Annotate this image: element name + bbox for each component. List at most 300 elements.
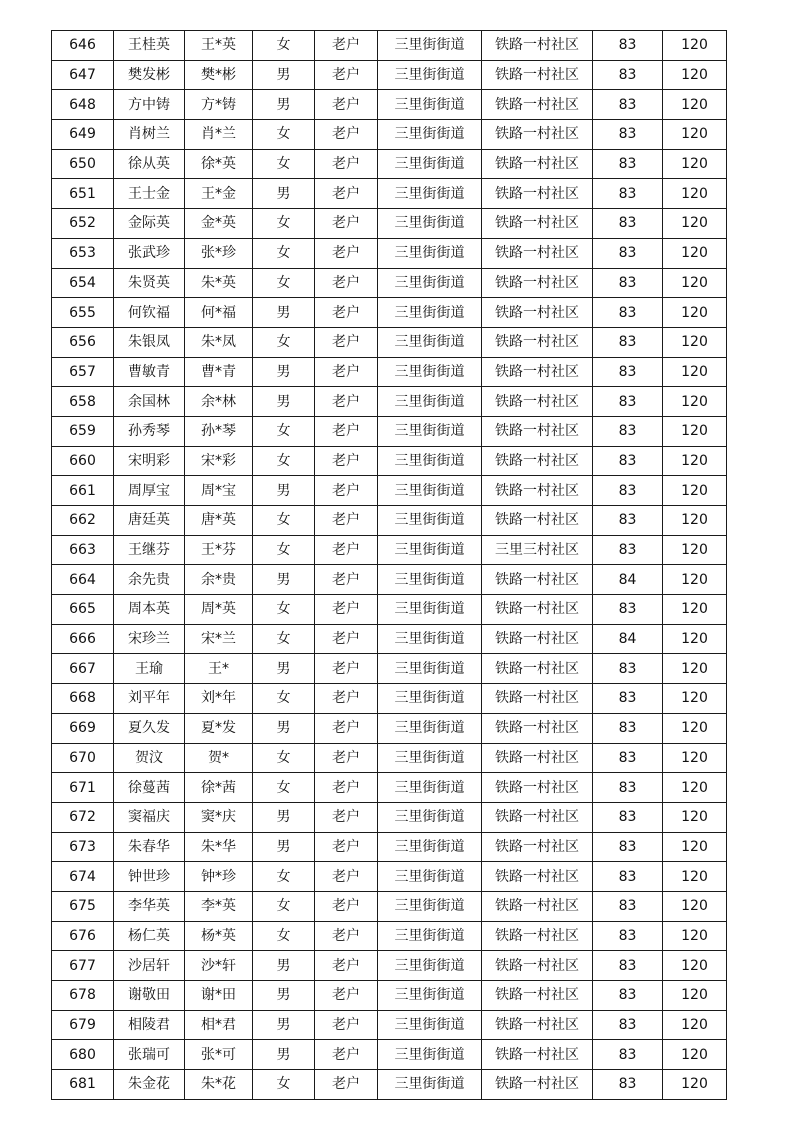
cell-household-type: 老户 bbox=[315, 684, 378, 714]
cell-community: 铁路一村社区 bbox=[482, 802, 593, 832]
cell-age: 83 bbox=[593, 149, 663, 179]
cell-subdistrict: 三里街街道 bbox=[378, 327, 482, 357]
cell-name: 王瑜 bbox=[114, 654, 185, 684]
cell-gender: 男 bbox=[253, 951, 315, 981]
cell-name: 钟世珍 bbox=[114, 862, 185, 892]
table-row bbox=[52, 535, 727, 565]
cell-community: 铁路一村社区 bbox=[482, 238, 593, 268]
cell-amount: 120 bbox=[663, 179, 727, 209]
cell-gender: 女 bbox=[253, 743, 315, 773]
cell-index: 661 bbox=[52, 476, 114, 506]
cell-household-type: 老户 bbox=[315, 832, 378, 862]
cell-name: 张武珍 bbox=[114, 238, 185, 268]
cell-subdistrict: 三里街街道 bbox=[378, 446, 482, 476]
cell-community: 铁路一村社区 bbox=[482, 120, 593, 150]
cell-gender: 男 bbox=[253, 1010, 315, 1040]
cell-gender: 男 bbox=[253, 476, 315, 506]
cell-masked-name: 何*福 bbox=[185, 298, 253, 328]
cell-age: 83 bbox=[593, 535, 663, 565]
cell-age: 83 bbox=[593, 981, 663, 1011]
cell-name: 宋珍兰 bbox=[114, 624, 185, 654]
table-row bbox=[52, 802, 727, 832]
cell-community: 三里三村社区 bbox=[482, 535, 593, 565]
cell-gender: 女 bbox=[253, 684, 315, 714]
cell-community: 铁路一村社区 bbox=[482, 506, 593, 536]
cell-masked-name: 唐*英 bbox=[185, 506, 253, 536]
cell-household-type: 老户 bbox=[315, 862, 378, 892]
cell-age: 83 bbox=[593, 684, 663, 714]
cell-community: 铁路一村社区 bbox=[482, 149, 593, 179]
cell-masked-name: 徐*茜 bbox=[185, 773, 253, 803]
cell-household-type: 老户 bbox=[315, 1040, 378, 1070]
cell-community: 铁路一村社区 bbox=[482, 1010, 593, 1040]
table-row bbox=[52, 684, 727, 714]
cell-name: 樊发彬 bbox=[114, 60, 185, 90]
cell-gender: 男 bbox=[253, 713, 315, 743]
table-row bbox=[52, 713, 727, 743]
cell-subdistrict: 三里街街道 bbox=[378, 90, 482, 120]
cell-household-type: 老户 bbox=[315, 981, 378, 1011]
cell-household-type: 老户 bbox=[315, 743, 378, 773]
cell-masked-name: 周*英 bbox=[185, 595, 253, 625]
cell-age: 83 bbox=[593, 90, 663, 120]
table-row bbox=[52, 951, 727, 981]
cell-masked-name: 杨*英 bbox=[185, 921, 253, 951]
cell-name: 徐蔓茜 bbox=[114, 773, 185, 803]
cell-household-type: 老户 bbox=[315, 357, 378, 387]
cell-masked-name: 张*可 bbox=[185, 1040, 253, 1070]
cell-amount: 120 bbox=[663, 476, 727, 506]
cell-household-type: 老户 bbox=[315, 951, 378, 981]
cell-household-type: 老户 bbox=[315, 298, 378, 328]
cell-index: 680 bbox=[52, 1040, 114, 1070]
cell-community: 铁路一村社区 bbox=[482, 862, 593, 892]
table-row bbox=[52, 268, 727, 298]
cell-name: 张瑞可 bbox=[114, 1040, 185, 1070]
cell-amount: 120 bbox=[663, 921, 727, 951]
cell-household-type: 老户 bbox=[315, 535, 378, 565]
cell-amount: 120 bbox=[663, 891, 727, 921]
cell-community: 铁路一村社区 bbox=[482, 60, 593, 90]
cell-gender: 男 bbox=[253, 90, 315, 120]
cell-amount: 120 bbox=[663, 60, 727, 90]
cell-index: 653 bbox=[52, 238, 114, 268]
cell-gender: 女 bbox=[253, 31, 315, 61]
cell-subdistrict: 三里街街道 bbox=[378, 743, 482, 773]
cell-community: 铁路一村社区 bbox=[482, 951, 593, 981]
cell-age: 83 bbox=[593, 31, 663, 61]
cell-amount: 120 bbox=[663, 654, 727, 684]
cell-index: 677 bbox=[52, 951, 114, 981]
cell-age: 84 bbox=[593, 624, 663, 654]
cell-name: 方中铸 bbox=[114, 90, 185, 120]
cell-name: 朱春华 bbox=[114, 832, 185, 862]
table-row bbox=[52, 654, 727, 684]
cell-community: 铁路一村社区 bbox=[482, 90, 593, 120]
cell-amount: 120 bbox=[663, 149, 727, 179]
cell-household-type: 老户 bbox=[315, 1010, 378, 1040]
cell-household-type: 老户 bbox=[315, 506, 378, 536]
cell-household-type: 老户 bbox=[315, 446, 378, 476]
cell-amount: 120 bbox=[663, 416, 727, 446]
cell-index: 671 bbox=[52, 773, 114, 803]
cell-name: 余国林 bbox=[114, 387, 185, 417]
cell-index: 678 bbox=[52, 981, 114, 1011]
cell-index: 672 bbox=[52, 802, 114, 832]
cell-gender: 男 bbox=[253, 1040, 315, 1070]
cell-subdistrict: 三里街街道 bbox=[378, 476, 482, 506]
cell-masked-name: 余*林 bbox=[185, 387, 253, 417]
cell-masked-name: 宋*兰 bbox=[185, 624, 253, 654]
cell-amount: 120 bbox=[663, 446, 727, 476]
cell-household-type: 老户 bbox=[315, 595, 378, 625]
table-row bbox=[52, 862, 727, 892]
cell-name: 宋明彩 bbox=[114, 446, 185, 476]
cell-masked-name: 钟*珍 bbox=[185, 862, 253, 892]
cell-age: 83 bbox=[593, 238, 663, 268]
cell-age: 83 bbox=[593, 862, 663, 892]
cell-subdistrict: 三里街街道 bbox=[378, 862, 482, 892]
cell-age: 83 bbox=[593, 743, 663, 773]
cell-index: 663 bbox=[52, 535, 114, 565]
cell-age: 83 bbox=[593, 179, 663, 209]
table-row bbox=[52, 327, 727, 357]
cell-amount: 120 bbox=[663, 327, 727, 357]
cell-index: 655 bbox=[52, 298, 114, 328]
table-row bbox=[52, 891, 727, 921]
cell-age: 83 bbox=[593, 713, 663, 743]
cell-subdistrict: 三里街街道 bbox=[378, 951, 482, 981]
cell-gender: 男 bbox=[253, 802, 315, 832]
cell-amount: 120 bbox=[663, 951, 727, 981]
cell-index: 651 bbox=[52, 179, 114, 209]
cell-subdistrict: 三里街街道 bbox=[378, 31, 482, 61]
cell-index: 652 bbox=[52, 209, 114, 239]
cell-amount: 120 bbox=[663, 624, 727, 654]
cell-household-type: 老户 bbox=[315, 1070, 378, 1100]
cell-masked-name: 窦*庆 bbox=[185, 802, 253, 832]
cell-masked-name: 刘*年 bbox=[185, 684, 253, 714]
cell-index: 666 bbox=[52, 624, 114, 654]
cell-name: 谢敬田 bbox=[114, 981, 185, 1011]
cell-gender: 女 bbox=[253, 891, 315, 921]
cell-community: 铁路一村社区 bbox=[482, 595, 593, 625]
cell-community: 铁路一村社区 bbox=[482, 31, 593, 61]
cell-gender: 女 bbox=[253, 1070, 315, 1100]
cell-age: 83 bbox=[593, 476, 663, 506]
cell-household-type: 老户 bbox=[315, 387, 378, 417]
table-row bbox=[52, 595, 727, 625]
cell-age: 83 bbox=[593, 921, 663, 951]
table-row bbox=[52, 506, 727, 536]
cell-gender: 男 bbox=[253, 565, 315, 595]
cell-amount: 120 bbox=[663, 506, 727, 536]
cell-community: 铁路一村社区 bbox=[482, 565, 593, 595]
cell-community: 铁路一村社区 bbox=[482, 327, 593, 357]
cell-community: 铁路一村社区 bbox=[482, 416, 593, 446]
cell-household-type: 老户 bbox=[315, 60, 378, 90]
cell-community: 铁路一村社区 bbox=[482, 624, 593, 654]
cell-masked-name: 樊*彬 bbox=[185, 60, 253, 90]
cell-community: 铁路一村社区 bbox=[482, 713, 593, 743]
cell-subdistrict: 三里街街道 bbox=[378, 209, 482, 239]
cell-name: 肖树兰 bbox=[114, 120, 185, 150]
cell-name: 何钦福 bbox=[114, 298, 185, 328]
table-row bbox=[52, 90, 727, 120]
cell-name: 孙秀琴 bbox=[114, 416, 185, 446]
cell-subdistrict: 三里街街道 bbox=[378, 1070, 482, 1100]
cell-community: 铁路一村社区 bbox=[482, 357, 593, 387]
cell-household-type: 老户 bbox=[315, 327, 378, 357]
cell-amount: 120 bbox=[663, 1040, 727, 1070]
table-row bbox=[52, 60, 727, 90]
table-row bbox=[52, 981, 727, 1011]
cell-name: 朱贤英 bbox=[114, 268, 185, 298]
table-row bbox=[52, 1070, 727, 1100]
cell-masked-name: 王*英 bbox=[185, 31, 253, 61]
roster-body bbox=[52, 31, 727, 1100]
table-row bbox=[52, 179, 727, 209]
cell-community: 铁路一村社区 bbox=[482, 446, 593, 476]
cell-subdistrict: 三里街街道 bbox=[378, 684, 482, 714]
table-row bbox=[52, 446, 727, 476]
cell-community: 铁路一村社区 bbox=[482, 476, 593, 506]
cell-subdistrict: 三里街街道 bbox=[378, 595, 482, 625]
cell-household-type: 老户 bbox=[315, 476, 378, 506]
cell-name: 杨仁英 bbox=[114, 921, 185, 951]
cell-gender: 女 bbox=[253, 446, 315, 476]
cell-gender: 男 bbox=[253, 981, 315, 1011]
table-row bbox=[52, 743, 727, 773]
cell-household-type: 老户 bbox=[315, 149, 378, 179]
table-row bbox=[52, 357, 727, 387]
cell-amount: 120 bbox=[663, 535, 727, 565]
cell-age: 83 bbox=[593, 387, 663, 417]
cell-subdistrict: 三里街街道 bbox=[378, 624, 482, 654]
cell-subdistrict: 三里街街道 bbox=[378, 179, 482, 209]
cell-gender: 女 bbox=[253, 327, 315, 357]
cell-masked-name: 肖*兰 bbox=[185, 120, 253, 150]
cell-masked-name: 谢*田 bbox=[185, 981, 253, 1011]
table-row bbox=[52, 1040, 727, 1070]
cell-index: 660 bbox=[52, 446, 114, 476]
cell-name: 王桂英 bbox=[114, 31, 185, 61]
cell-community: 铁路一村社区 bbox=[482, 268, 593, 298]
cell-subdistrict: 三里街街道 bbox=[378, 1040, 482, 1070]
cell-community: 铁路一村社区 bbox=[482, 387, 593, 417]
table-row bbox=[52, 1010, 727, 1040]
cell-subdistrict: 三里街街道 bbox=[378, 802, 482, 832]
table-row bbox=[52, 773, 727, 803]
table-row bbox=[52, 624, 727, 654]
cell-index: 674 bbox=[52, 862, 114, 892]
cell-index: 662 bbox=[52, 506, 114, 536]
cell-subdistrict: 三里街街道 bbox=[378, 387, 482, 417]
cell-age: 83 bbox=[593, 268, 663, 298]
cell-gender: 女 bbox=[253, 238, 315, 268]
cell-gender: 女 bbox=[253, 595, 315, 625]
cell-household-type: 老户 bbox=[315, 773, 378, 803]
cell-gender: 女 bbox=[253, 773, 315, 803]
table-row bbox=[52, 209, 727, 239]
cell-masked-name: 余*贵 bbox=[185, 565, 253, 595]
cell-amount: 120 bbox=[663, 209, 727, 239]
cell-masked-name: 王*芬 bbox=[185, 535, 253, 565]
cell-gender: 女 bbox=[253, 535, 315, 565]
cell-name: 徐从英 bbox=[114, 149, 185, 179]
cell-masked-name: 李*英 bbox=[185, 891, 253, 921]
cell-age: 83 bbox=[593, 506, 663, 536]
cell-age: 83 bbox=[593, 416, 663, 446]
cell-subdistrict: 三里街街道 bbox=[378, 891, 482, 921]
cell-gender: 男 bbox=[253, 179, 315, 209]
cell-name: 夏久发 bbox=[114, 713, 185, 743]
table-row bbox=[52, 416, 727, 446]
cell-amount: 120 bbox=[663, 981, 727, 1011]
cell-amount: 120 bbox=[663, 357, 727, 387]
cell-age: 83 bbox=[593, 1040, 663, 1070]
cell-household-type: 老户 bbox=[315, 238, 378, 268]
cell-subdistrict: 三里街街道 bbox=[378, 773, 482, 803]
cell-name: 李华英 bbox=[114, 891, 185, 921]
cell-index: 656 bbox=[52, 327, 114, 357]
cell-subdistrict: 三里街街道 bbox=[378, 268, 482, 298]
cell-gender: 男 bbox=[253, 387, 315, 417]
cell-index: 664 bbox=[52, 565, 114, 595]
cell-gender: 男 bbox=[253, 654, 315, 684]
table-row bbox=[52, 565, 727, 595]
cell-name: 相陵君 bbox=[114, 1010, 185, 1040]
cell-masked-name: 沙*轩 bbox=[185, 951, 253, 981]
cell-index: 648 bbox=[52, 90, 114, 120]
cell-community: 铁路一村社区 bbox=[482, 1070, 593, 1100]
cell-name: 周厚宝 bbox=[114, 476, 185, 506]
cell-subdistrict: 三里街街道 bbox=[378, 416, 482, 446]
cell-subdistrict: 三里街街道 bbox=[378, 506, 482, 536]
cell-name: 沙居轩 bbox=[114, 951, 185, 981]
cell-index: 659 bbox=[52, 416, 114, 446]
cell-subdistrict: 三里街街道 bbox=[378, 713, 482, 743]
cell-amount: 120 bbox=[663, 387, 727, 417]
cell-household-type: 老户 bbox=[315, 120, 378, 150]
cell-name: 王士金 bbox=[114, 179, 185, 209]
cell-name: 朱金花 bbox=[114, 1070, 185, 1100]
cell-gender: 女 bbox=[253, 921, 315, 951]
cell-household-type: 老户 bbox=[315, 31, 378, 61]
table-row bbox=[52, 832, 727, 862]
cell-household-type: 老户 bbox=[315, 90, 378, 120]
cell-masked-name: 朱*花 bbox=[185, 1070, 253, 1100]
cell-age: 83 bbox=[593, 298, 663, 328]
cell-subdistrict: 三里街街道 bbox=[378, 1010, 482, 1040]
cell-community: 铁路一村社区 bbox=[482, 179, 593, 209]
cell-index: 657 bbox=[52, 357, 114, 387]
table-row bbox=[52, 120, 727, 150]
cell-masked-name: 方*铸 bbox=[185, 90, 253, 120]
cell-masked-name: 徐*英 bbox=[185, 149, 253, 179]
cell-age: 84 bbox=[593, 565, 663, 595]
cell-subdistrict: 三里街街道 bbox=[378, 149, 482, 179]
cell-index: 676 bbox=[52, 921, 114, 951]
cell-gender: 男 bbox=[253, 357, 315, 387]
cell-name: 王继芬 bbox=[114, 535, 185, 565]
cell-masked-name: 孙*琴 bbox=[185, 416, 253, 446]
cell-community: 铁路一村社区 bbox=[482, 981, 593, 1011]
cell-age: 83 bbox=[593, 891, 663, 921]
cell-masked-name: 贺* bbox=[185, 743, 253, 773]
cell-masked-name: 朱*凤 bbox=[185, 327, 253, 357]
cell-household-type: 老户 bbox=[315, 802, 378, 832]
cell-age: 83 bbox=[593, 209, 663, 239]
cell-age: 83 bbox=[593, 60, 663, 90]
cell-name: 余先贵 bbox=[114, 565, 185, 595]
cell-amount: 120 bbox=[663, 743, 727, 773]
cell-gender: 女 bbox=[253, 209, 315, 239]
cell-amount: 120 bbox=[663, 713, 727, 743]
cell-subdistrict: 三里街街道 bbox=[378, 981, 482, 1011]
cell-index: 670 bbox=[52, 743, 114, 773]
cell-subdistrict: 三里街街道 bbox=[378, 357, 482, 387]
cell-name: 曹敏青 bbox=[114, 357, 185, 387]
cell-index: 646 bbox=[52, 31, 114, 61]
cell-gender: 男 bbox=[253, 60, 315, 90]
cell-amount: 120 bbox=[663, 832, 727, 862]
cell-index: 654 bbox=[52, 268, 114, 298]
cell-gender: 女 bbox=[253, 416, 315, 446]
cell-masked-name: 张*珍 bbox=[185, 238, 253, 268]
cell-name: 朱银凤 bbox=[114, 327, 185, 357]
cell-masked-name: 周*宝 bbox=[185, 476, 253, 506]
cell-subdistrict: 三里街街道 bbox=[378, 654, 482, 684]
cell-household-type: 老户 bbox=[315, 268, 378, 298]
cell-community: 铁路一村社区 bbox=[482, 743, 593, 773]
table-row bbox=[52, 238, 727, 268]
cell-index: 665 bbox=[52, 595, 114, 625]
cell-age: 83 bbox=[593, 1070, 663, 1100]
table-row bbox=[52, 921, 727, 951]
cell-index: 658 bbox=[52, 387, 114, 417]
cell-amount: 120 bbox=[663, 238, 727, 268]
cell-name: 周本英 bbox=[114, 595, 185, 625]
cell-age: 83 bbox=[593, 357, 663, 387]
cell-masked-name: 夏*发 bbox=[185, 713, 253, 743]
cell-index: 675 bbox=[52, 891, 114, 921]
cell-community: 铁路一村社区 bbox=[482, 298, 593, 328]
cell-amount: 120 bbox=[663, 120, 727, 150]
cell-masked-name: 金*英 bbox=[185, 209, 253, 239]
cell-age: 83 bbox=[593, 446, 663, 476]
cell-age: 83 bbox=[593, 802, 663, 832]
cell-name: 贺汶 bbox=[114, 743, 185, 773]
cell-masked-name: 相*君 bbox=[185, 1010, 253, 1040]
cell-masked-name: 王* bbox=[185, 654, 253, 684]
cell-amount: 120 bbox=[663, 565, 727, 595]
cell-subdistrict: 三里街街道 bbox=[378, 238, 482, 268]
cell-age: 83 bbox=[593, 654, 663, 684]
cell-household-type: 老户 bbox=[315, 565, 378, 595]
cell-subdistrict: 三里街街道 bbox=[378, 60, 482, 90]
cell-community: 铁路一村社区 bbox=[482, 684, 593, 714]
cell-age: 83 bbox=[593, 773, 663, 803]
cell-name: 金际英 bbox=[114, 209, 185, 239]
cell-amount: 120 bbox=[663, 773, 727, 803]
cell-masked-name: 朱*英 bbox=[185, 268, 253, 298]
cell-subdistrict: 三里街街道 bbox=[378, 921, 482, 951]
cell-gender: 女 bbox=[253, 120, 315, 150]
cell-subdistrict: 三里街街道 bbox=[378, 832, 482, 862]
cell-age: 83 bbox=[593, 595, 663, 625]
cell-amount: 120 bbox=[663, 298, 727, 328]
